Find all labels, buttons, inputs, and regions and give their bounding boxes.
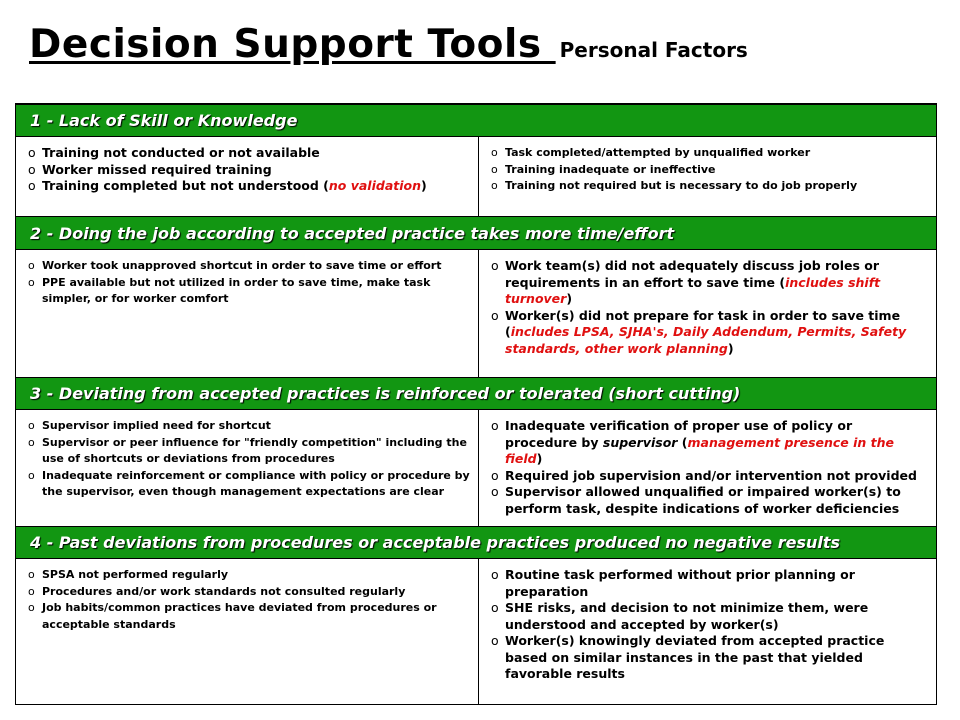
list-item: o Procedures and/or work standards not consulted regularly [26, 584, 470, 601]
list-item: o Inadequate reinforcement or compliance with policy or procedure by the supervisor, even though management expectations are clear [26, 468, 470, 501]
section-2-left-cell [16, 250, 479, 377]
section-3-right-list [489, 418, 928, 517]
list-item: o Work team(s) did not adequately discuss job roles or requirements in an effort to save time (includes shift turnover) [489, 258, 928, 308]
list-item: o Task completed/attempted by unqualified worker [489, 145, 928, 162]
section-2-left-list [26, 258, 470, 308]
list-item: o Worker missed required training [26, 162, 470, 179]
section-header-4: 4 - Past deviations from procedures or acceptable practices produced no negative results [16, 526, 936, 559]
list-item: o Job habits/common practices have deviated from procedures or acceptable standards [26, 600, 470, 633]
decision-table [15, 103, 937, 705]
section-row-3 [16, 410, 936, 526]
list-item: o SPSA not performed regularly [26, 567, 470, 584]
section-header-2: 2 - Doing the job according to accepted practice takes more time/effort [16, 216, 936, 250]
section-4-right-list [489, 567, 928, 683]
section-1-left-cell [16, 137, 479, 216]
list-item: o Required job supervision and/or intervention not provided [489, 468, 928, 485]
section-header-3: 3 - Deviating from accepted practices is reinforced or tolerated (short cutting) [16, 377, 936, 410]
section-1-right-cell [479, 137, 936, 216]
list-item: o SHE risks, and decision to not minimize them, were understood and accepted by worker(s) [489, 600, 928, 633]
section-1-right-list [489, 145, 928, 195]
section-row-2 [16, 250, 936, 377]
list-item: o Training completed but not understood (no validation) [26, 178, 470, 195]
title-main: Decision Support Tools [29, 22, 556, 67]
section-1-left-list [26, 145, 470, 195]
section-4-left-list [26, 567, 470, 633]
section-header-1: 1 - Lack of Skill or Knowledge [16, 104, 936, 137]
list-item: o Worker took unapproved shortcut in order to save time or effort [26, 258, 470, 275]
list-item: o PPE available but not utilized in order to save time, make task simpler, or for worker comfort [26, 275, 470, 308]
section-2-right-cell [479, 250, 936, 377]
page-title [29, 22, 748, 67]
section-4-left-cell [16, 559, 479, 704]
section-3-left-list [26, 418, 470, 501]
section-2-right-list [489, 258, 928, 357]
list-item: o Supervisor allowed unqualified or impaired worker(s) to perform task, despite indications of worker deficiencies [489, 484, 928, 517]
section-4-right-cell [479, 559, 936, 704]
list-item: o Inadequate verification of proper use of policy or procedure by supervisor (management presence in the field) [489, 418, 928, 468]
list-item: o Training not conducted or not available [26, 145, 470, 162]
list-item: o Supervisor implied need for shortcut [26, 418, 470, 435]
list-item: o Worker(s) knowingly deviated from accepted practice based on similar instances in the past that yielded favorable results [489, 633, 928, 683]
title-subtitle: Personal Factors [559, 38, 748, 62]
list-item: o Worker(s) did not prepare for task in order to save time (includes LPSA, SJHA's, Daily Addendum, Permits, Safety standards, other work planning) [489, 308, 928, 358]
list-item: o Training inadequate or ineffective [489, 162, 928, 179]
section-3-right-cell [479, 410, 936, 526]
list-item: o Supervisor or peer influence for "friendly competition" including the use of shortcuts or deviations from procedures [26, 435, 470, 468]
section-row-4 [16, 559, 936, 704]
list-item: o Routine task performed without prior planning or preparation [489, 567, 928, 600]
list-item: o Training not required but is necessary to do job properly [489, 178, 928, 195]
section-row-1 [16, 137, 936, 216]
section-3-left-cell [16, 410, 479, 526]
